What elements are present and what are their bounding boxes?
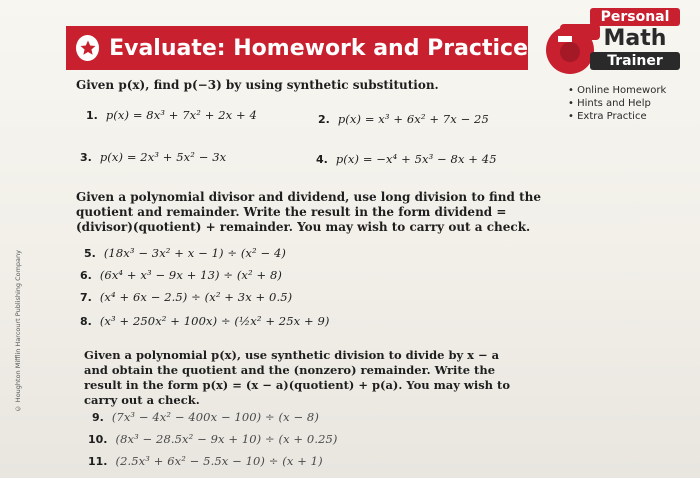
- problem-expression: (18x³ − 3x² + x − 1) ÷ (x² − 4): [103, 246, 286, 260]
- problem-number: 9.: [92, 411, 104, 424]
- trainer-line-math: Math: [603, 26, 667, 51]
- personal-math-trainer-logo: [540, 6, 680, 84]
- feature-hints-and-help: • Hints and Help: [568, 97, 698, 110]
- problem-7: [80, 290, 292, 304]
- problem-5: [84, 246, 286, 260]
- problem-4: [316, 152, 497, 166]
- problem-number: 6.: [80, 269, 92, 282]
- problem-10: [88, 432, 338, 446]
- trainer-line-trainer: Trainer: [590, 52, 680, 70]
- problem-3: [80, 150, 226, 164]
- problem-9: [92, 410, 319, 424]
- problem-8: [80, 314, 329, 328]
- problem-number: 1.: [86, 109, 98, 122]
- problem-number: 2.: [318, 113, 330, 126]
- problem-number: 4.: [316, 153, 328, 166]
- trainer-features-list: [568, 84, 698, 123]
- section-banner: [66, 26, 528, 70]
- page-title: Evaluate: Homework and Practice: [109, 35, 528, 61]
- problem-expression: p(x) = 2x³ + 5x² − 3x: [99, 150, 227, 164]
- section3-instructions: Given a polynomial p(x), use synthetic division to divide by x − a and obtain the quotient and the (nonzero) remainder. Write the result in the form p(x) = (x − a)(quotient) + p(a). You may wish to carry out a check.: [84, 348, 511, 407]
- problem-expression: p(x) = −x⁴ + 5x³ − 8x + 45: [335, 152, 497, 166]
- problem-1: [86, 108, 257, 122]
- section2-instructions: Given a polynomial divisor and dividend, use long division to find the quotient and remainder. Write the result in the form dividend = (divisor)(quotient) + remainder. You may wish to carry out a check.: [76, 190, 541, 234]
- feature-extra-practice: • Extra Practice: [568, 110, 698, 123]
- problem-number: 10.: [88, 433, 108, 446]
- problem-expression: (x³ + 250x² + 100x) ÷ (½x² + 25x + 9): [99, 314, 330, 328]
- problem-expression: (6x⁴ + x³ − 9x + 13) ÷ (x² + 8): [99, 268, 282, 282]
- problem-expression: (8x³ − 28.5x² − 9x + 10) ÷ (x + 0.25): [115, 432, 338, 446]
- problem-2: [318, 112, 489, 126]
- problem-11: [88, 454, 323, 468]
- star-icon: [76, 35, 99, 61]
- problem-number: 7.: [80, 291, 92, 304]
- publisher-credit: © Houghton Mifflin Harcourt Publishing Company: [14, 250, 22, 413]
- problem-number: 3.: [80, 151, 92, 164]
- problem-expression: p(x) = x³ + 6x² + 7x − 25: [337, 112, 489, 126]
- problem-6: [80, 268, 282, 282]
- problem-expression: (x⁴ + 6x − 2.5) ÷ (x² + 3x + 0.5): [99, 290, 293, 304]
- section1-instructions: Given p(x), find p(−3) by using synthetic substitution.: [76, 78, 439, 92]
- feature-online-homework: • Online Homework: [568, 84, 698, 97]
- problem-expression: (2.5x³ + 6x² − 5.5x − 10) ÷ (x + 1): [115, 454, 323, 468]
- problem-number: 5.: [84, 247, 96, 260]
- trainer-line-personal: Personal: [590, 8, 680, 26]
- problem-expression: p(x) = 8x³ + 7x² + 2x + 4: [105, 108, 257, 122]
- problem-number: 8.: [80, 315, 92, 328]
- problem-number: 11.: [88, 455, 108, 468]
- problem-expression: (7x³ − 4x² − 400x − 100) ÷ (x − 8): [111, 410, 319, 424]
